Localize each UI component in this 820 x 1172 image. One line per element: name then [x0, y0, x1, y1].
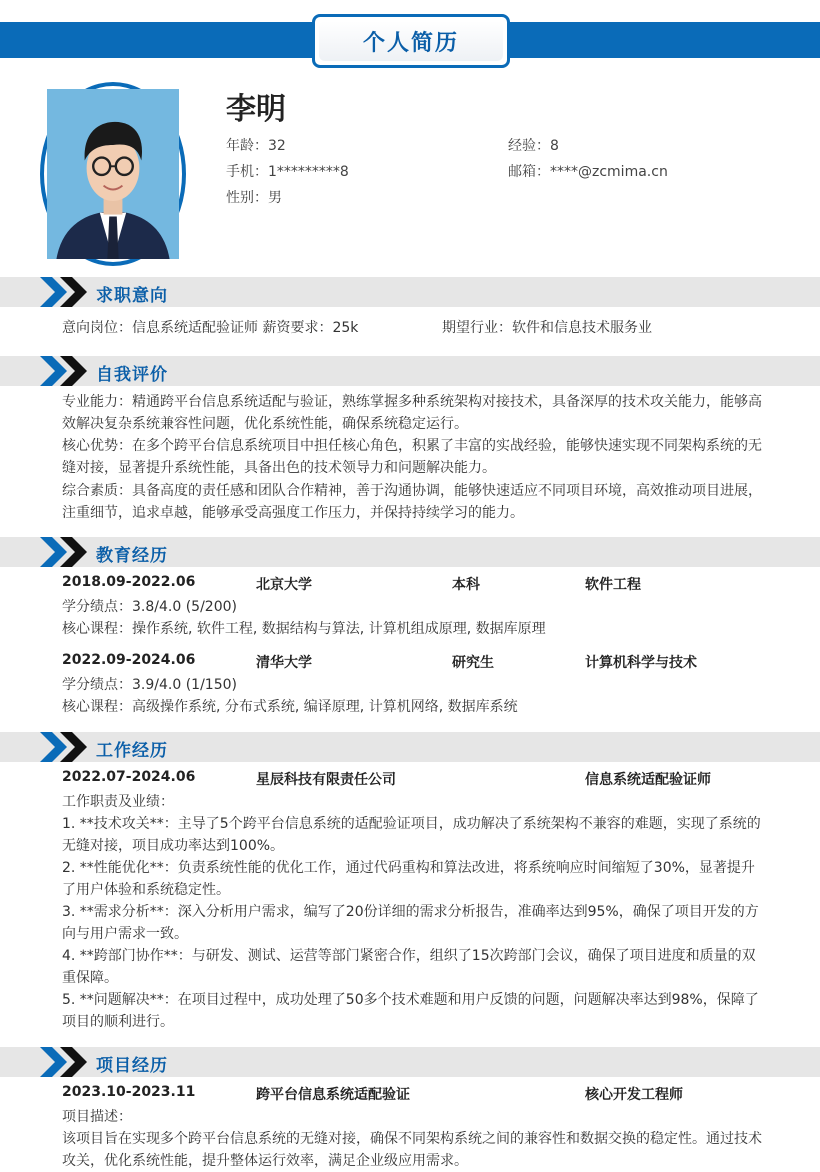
section-title: 求职意向	[96, 286, 168, 306]
candidate-name: 李明	[226, 92, 286, 127]
gender-label: 性别：	[226, 190, 268, 206]
experience-field	[508, 135, 559, 155]
avatar	[40, 82, 186, 266]
project-role: 核心开发工程师	[585, 1087, 683, 1103]
section-title: 教育经历	[96, 546, 168, 566]
education-major: 计算机科学与技术	[585, 655, 697, 671]
education-period: 2022.09-2024.06	[62, 652, 196, 668]
education-school: 北京大学	[256, 577, 312, 593]
education-gpa: 学分绩点：3.8/4.0 (5/200)	[62, 599, 237, 615]
chevron-arrow-icon	[40, 537, 92, 567]
gender-value: 男	[268, 190, 282, 206]
work-company: 星辰科技有限责任公司	[256, 772, 396, 788]
education-period: 2018.09-2022.06	[62, 574, 196, 590]
experience-label: 经验：	[508, 138, 550, 154]
self-eval-paragraph: 核心优势：在多个跨平台信息系统项目中担任核心角色，积累了丰富的实战经验，能够快速实现不同架构系统的无缝对接，显著提升系统性能，具备出色的技术领导力和问题解决能力。	[62, 438, 762, 476]
education-courses: 核心课程：操作系统, 软件工程, 数据结构与算法, 计算机组成原理, 数据库原理	[62, 621, 546, 637]
phone-field	[226, 161, 349, 181]
phone-label: 手机：	[226, 164, 268, 180]
work-item: 2. **性能优化**：负责系统性能的优化工作，通过代码重构和算法改进，将系统响应时间缩短了30%，显著提升了用户体验和系统稳定性。	[62, 860, 755, 898]
email-label: 邮箱：	[508, 164, 550, 180]
work-item: 4. **跨部门协作**：与研发、测试、运营等部门紧密合作，组织了15次跨部门会议，确保了项目进度和质量的双重保障。	[62, 948, 756, 986]
section-title: 工作经历	[96, 741, 168, 761]
section-header-work	[0, 732, 820, 762]
chevron-arrow-icon	[40, 356, 92, 386]
work-role: 信息系统适配验证师	[585, 772, 711, 788]
education-courses: 核心课程：高级操作系统, 分布式系统, 编译原理, 计算机网络, 数据库系统	[62, 699, 518, 715]
section-header-intent	[0, 277, 820, 307]
email-value: ****@zcmima.cn	[550, 164, 668, 180]
education-major: 软件工程	[585, 577, 641, 593]
work-item: 3. **需求分析**：深入分析用户需求，编写了20份详细的需求分析报告，准确率达到95%，确保了项目开发的方向与用户需求一致。	[62, 904, 759, 942]
section-header-project	[0, 1047, 820, 1077]
resume-title: 个人简历	[319, 21, 503, 61]
education-gpa: 学分绩点：3.9/4.0 (1/150)	[62, 677, 237, 693]
section-title: 项目经历	[96, 1056, 168, 1076]
title-box	[312, 14, 510, 68]
work-intro: 工作职责及业绩：	[62, 794, 174, 810]
age-label: 年龄：	[226, 138, 268, 154]
self-eval-paragraph: 专业能力：精通跨平台信息系统适配与验证，熟练掌握多种系统架构对接技术，具备深厚的技术攻关能力，能够高效解决复杂系统兼容性问题，优化系统性能，确保系统稳定运行。	[62, 394, 762, 432]
education-row	[62, 574, 762, 596]
age-value: 32	[268, 138, 286, 154]
education-school: 清华大学	[256, 655, 312, 671]
education-degree: 研究生	[452, 655, 494, 671]
email-field	[508, 161, 668, 181]
section-title: 自我评价	[96, 365, 168, 385]
self-eval-paragraph: 综合素质：具备高度的责任感和团队合作精神，善于沟通协调，能够快速适应不同项目环境，高效推动项目进展，注重细节，追求卓越，能够承受高强度工作压力，并保持持续学习的能力。	[62, 483, 762, 521]
experience-value: 8	[550, 138, 559, 154]
education-row	[62, 652, 762, 674]
avatar-photo	[44, 86, 182, 262]
work-period: 2022.07-2024.06	[62, 769, 196, 785]
phone-value: 1*********8	[268, 164, 349, 180]
gender-field	[226, 187, 282, 207]
section-header-self-eval	[0, 356, 820, 386]
intent-position: 意向岗位：信息系统适配验证师 薪资要求：25k	[62, 320, 359, 336]
project-period: 2023.10-2023.11	[62, 1084, 196, 1100]
chevron-arrow-icon	[40, 277, 92, 307]
project-description: 该项目旨在实现多个跨平台信息系统的无缝对接，确保不同架构系统之间的兼容性和数据交换的稳定性。通过技术攻关，优化系统性能，提升整体运行效率，满足企业级应用需求。	[62, 1131, 762, 1169]
intent-industry: 期望行业：软件和信息技术服务业	[442, 320, 652, 336]
project-intro: 项目描述：	[62, 1109, 132, 1125]
work-item: 5. **问题解决**：在项目过程中，成功处理了50多个技术难题和用户反馈的问题，问题解决率达到98%，保障了项目的顺利进行。	[62, 992, 759, 1030]
work-item: 1. **技术攻关**：主导了5个跨平台信息系统的适配验证项目，成功解决了系统架构不兼容的难题，实现了系统的无缝对接，项目成功率达到100%。	[62, 816, 761, 854]
education-degree: 本科	[452, 577, 480, 593]
chevron-arrow-icon	[40, 1047, 92, 1077]
work-row	[62, 769, 762, 791]
project-name: 跨平台信息系统适配验证	[256, 1087, 410, 1103]
chevron-arrow-icon	[40, 732, 92, 762]
age-field	[226, 135, 286, 155]
section-header-education	[0, 537, 820, 567]
project-row	[62, 1084, 762, 1106]
